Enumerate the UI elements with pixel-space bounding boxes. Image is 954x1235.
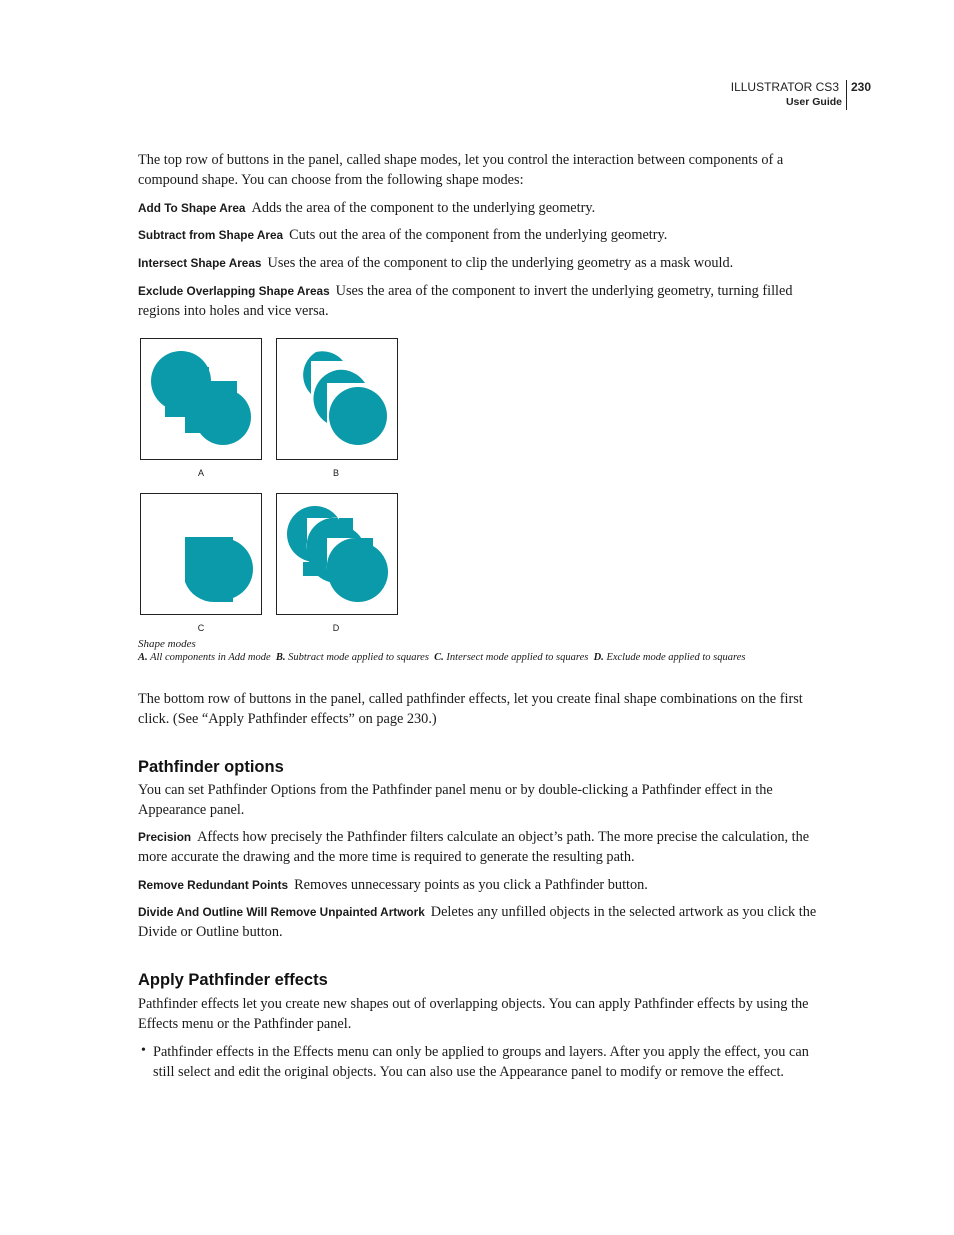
figure-panel-c — [140, 493, 262, 615]
figure-label-d: D — [332, 623, 340, 633]
page-number: 230 — [851, 80, 872, 94]
bottom-row-paragraph: The bottom row of buttons in the panel, called pathfinder effects, let you create final shape combinations on the first click. (See “Apply Pathfinder effects” on page 230.) — [138, 691, 803, 727]
term-description: Cuts out the area of the component from the underlying geometry. — [289, 227, 668, 243]
shape-mode-exclude — [138, 282, 818, 321]
figure-panel-b — [276, 338, 398, 460]
term-label: Add To Shape Area — [138, 201, 246, 215]
shape-group — [151, 351, 251, 445]
subtract-mode-illustration — [277, 339, 397, 459]
term-description: Uses the area of the component to invert the underlying geometry, turning filled regions into holes and vice versa. — [138, 283, 793, 319]
caption-letter: A. — [138, 652, 148, 663]
option-remove-redundant-points — [138, 876, 818, 896]
caption-text: Intersect mode applied to squares — [446, 652, 589, 663]
circle-shape — [329, 387, 387, 445]
apply-effects-intro: Pathfinder effects let you create new shapes out of overlapping objects. You can apply Pathfinder effects by using the Effects menu or the Pathfinder panel. — [138, 996, 809, 1032]
figure-label-a: A — [197, 468, 204, 478]
term-description: Removes unnecessary points as you click a Pathfinder button. — [294, 877, 648, 893]
term-description: Adds the area of the component to the underlying geometry. — [251, 200, 596, 216]
option-precision — [138, 828, 818, 867]
intro-paragraph: The top row of buttons in the panel, called shape modes, let you control the interaction between components of a compound shape. You can choose from the following shape modes: — [138, 152, 784, 188]
caption-text: Exclude mode applied to squares — [606, 652, 746, 663]
caption-letter: C. — [434, 652, 444, 663]
term-description: Deletes any unfilled objects in the selected artwork as you click the Divide or Outline button. — [138, 904, 817, 940]
header-divider — [846, 80, 847, 110]
term-label: Subtract from Shape Area — [138, 228, 284, 242]
figure-label-c: C — [197, 623, 205, 633]
term-label: Intersect Shape Areas — [138, 256, 262, 270]
figure-panel-a — [140, 338, 262, 460]
caption-text: All components in Add mode — [150, 652, 271, 663]
term-label: Remove Redundant Points — [138, 878, 289, 892]
pathfinder-options-heading: Pathfinder options — [138, 758, 284, 776]
caption-letter: B. — [275, 652, 286, 663]
figure-label-b: B — [332, 468, 339, 478]
add-mode-illustration — [141, 339, 261, 459]
caption-text: Subtract mode applied to squares — [288, 652, 429, 663]
figure-caption-title: Shape modes — [138, 638, 196, 650]
term-label: Precision — [138, 830, 192, 844]
square-shape — [357, 538, 373, 552]
figure-panel-d — [276, 493, 398, 615]
shape-mode-intersect — [138, 254, 818, 274]
exclude-mode-illustration — [277, 494, 397, 614]
pathfinder-options-intro: You can set Pathfinder Options from the Pathfinder panel menu or by double-clicking a Pathfinder effect in the Appearance panel. — [138, 782, 773, 818]
header-guide: User Guide — [785, 96, 842, 108]
shape-mode-add — [138, 199, 818, 219]
bullet-item: Pathfinder effects in the Effects menu can only be applied to groups and layers. After you apply the effect, you can still select and edit the original objects. You can also use the Appearance panel to modify or remove the effect. — [153, 1044, 809, 1080]
bullet-icon: • — [141, 1043, 146, 1058]
apply-effects-heading: Apply Pathfinder effects — [138, 971, 328, 989]
term-description: Uses the area of the component to clip the underlying geometry as a mask would. — [267, 255, 734, 271]
term-description: Affects how precisely the Pathfinder filters calculate an object’s path. The more precise the calculation, the more accurate the drawing and the more time is required to generate the resulting path. — [138, 829, 810, 865]
shape-group — [303, 351, 387, 445]
figure-caption — [138, 652, 745, 663]
option-divide-and-outline — [138, 903, 818, 942]
circle-shape — [191, 538, 253, 600]
shape-mode-subtract — [138, 226, 818, 246]
caption-letter: D. — [593, 652, 604, 663]
term-label: Divide And Outline Will Remove Unpainted Artwork — [138, 905, 425, 919]
intersect-mode-illustration — [141, 494, 261, 614]
square-shape — [303, 562, 323, 576]
circle-shape — [195, 389, 251, 445]
square-shape — [339, 518, 353, 538]
term-label: Exclude Overlapping Shape Areas — [138, 284, 330, 298]
header-product: ILLUSTRATOR CS3 — [730, 80, 839, 94]
